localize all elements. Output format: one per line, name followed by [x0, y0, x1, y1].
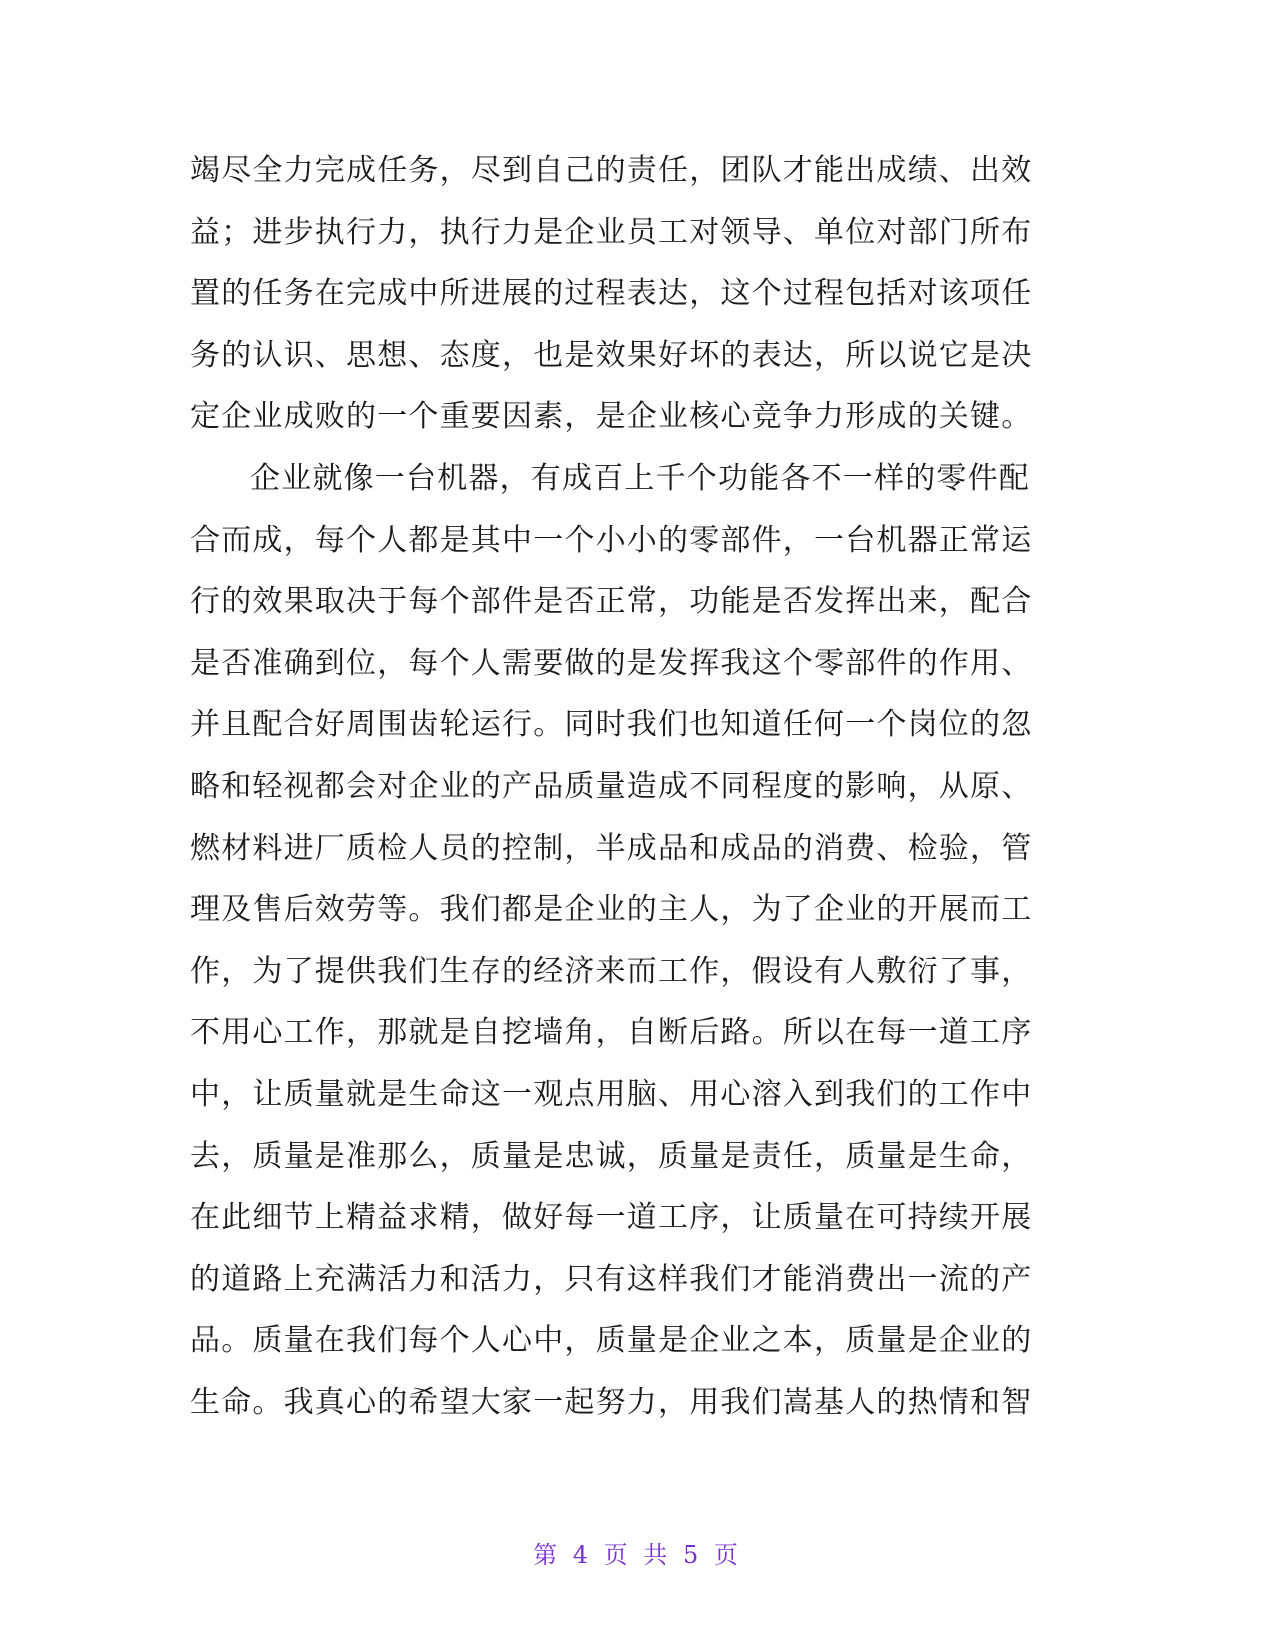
page-footer [0, 1535, 1275, 1570]
text-line: 作，为了提供我们生存的经济来而工作，假设有人敷衍了事， [190, 953, 1033, 989]
text-line: 的道路上充满活力和活力，只有这样我们才能消费出一流的产 [190, 1261, 1033, 1297]
text-line: 燃材料进厂质检人员的控制，半成品和成品的消费、检验，管 [190, 830, 1033, 866]
text-line: 务的认识、思想、态度，也是效果好坏的表达，所以说它是决 [190, 337, 1033, 373]
paragraph-first-line: 企业就像一台机器，有成百上千个功能各不一样的零件配 [250, 460, 1030, 496]
text-line: 在此细节上精益求精，做好每一道工序，让质量在可持续开展 [190, 1200, 1033, 1236]
text-line: 生命。我真心的希望大家一起努力，用我们嵩基人的热情和智 [190, 1384, 1033, 1420]
text-line: 中，让质量就是生命这一观点用脑、用心溶入到我们的工作中 [190, 1076, 1033, 1112]
text-line: 并且配合好周围齿轮运行。同时我们也知道任何一个岗位的忽 [190, 707, 1033, 743]
text-line: 竭尽全力完成任务，尽到自己的责任，团队才能出成绩、出效 [190, 153, 1033, 188]
text-line: 行的效果取决于每个部件是否正常，功能是否发挥出来，配合 [190, 584, 1033, 620]
text-line: 是否准确到位，每个人需要做的是发挥我这个零部件的作用、 [190, 645, 1033, 681]
text-line: 益；进步执行力，执行力是企业员工对领导、单位对部门所布 [190, 214, 1033, 250]
text-line: 理及售后效劳等。我们都是企业的主人，为了企业的开展而工 [190, 892, 1033, 928]
text-line: 品。质量在我们每个人心中，质量是企业之本，质量是企业的 [190, 1323, 1033, 1359]
text-line: 去，质量是准那么，质量是忠诚，质量是责任，质量是生命， [190, 1138, 1033, 1174]
text-line: 置的任务在完成中所进展的过程表达，这个过程包括对该项任 [190, 276, 1033, 312]
text-line: 不用心工作，那就是自挖墙角，自断后路。所以在每一道工序 [190, 1015, 1033, 1051]
page-number-label: 第 4 页 共 5 页 [533, 1541, 742, 1569]
text-line: 定企业成败的一个重要因素，是企业核心竞争力形成的关键。 [190, 399, 1033, 435]
text-line: 略和轻视都会对企业的产品质量造成不同程度的影响，从原、 [190, 768, 1033, 804]
text-line: 合而成，每个人都是其中一个小小的零部件，一台机器正常运 [190, 522, 1033, 558]
body-text [190, 140, 1090, 1433]
